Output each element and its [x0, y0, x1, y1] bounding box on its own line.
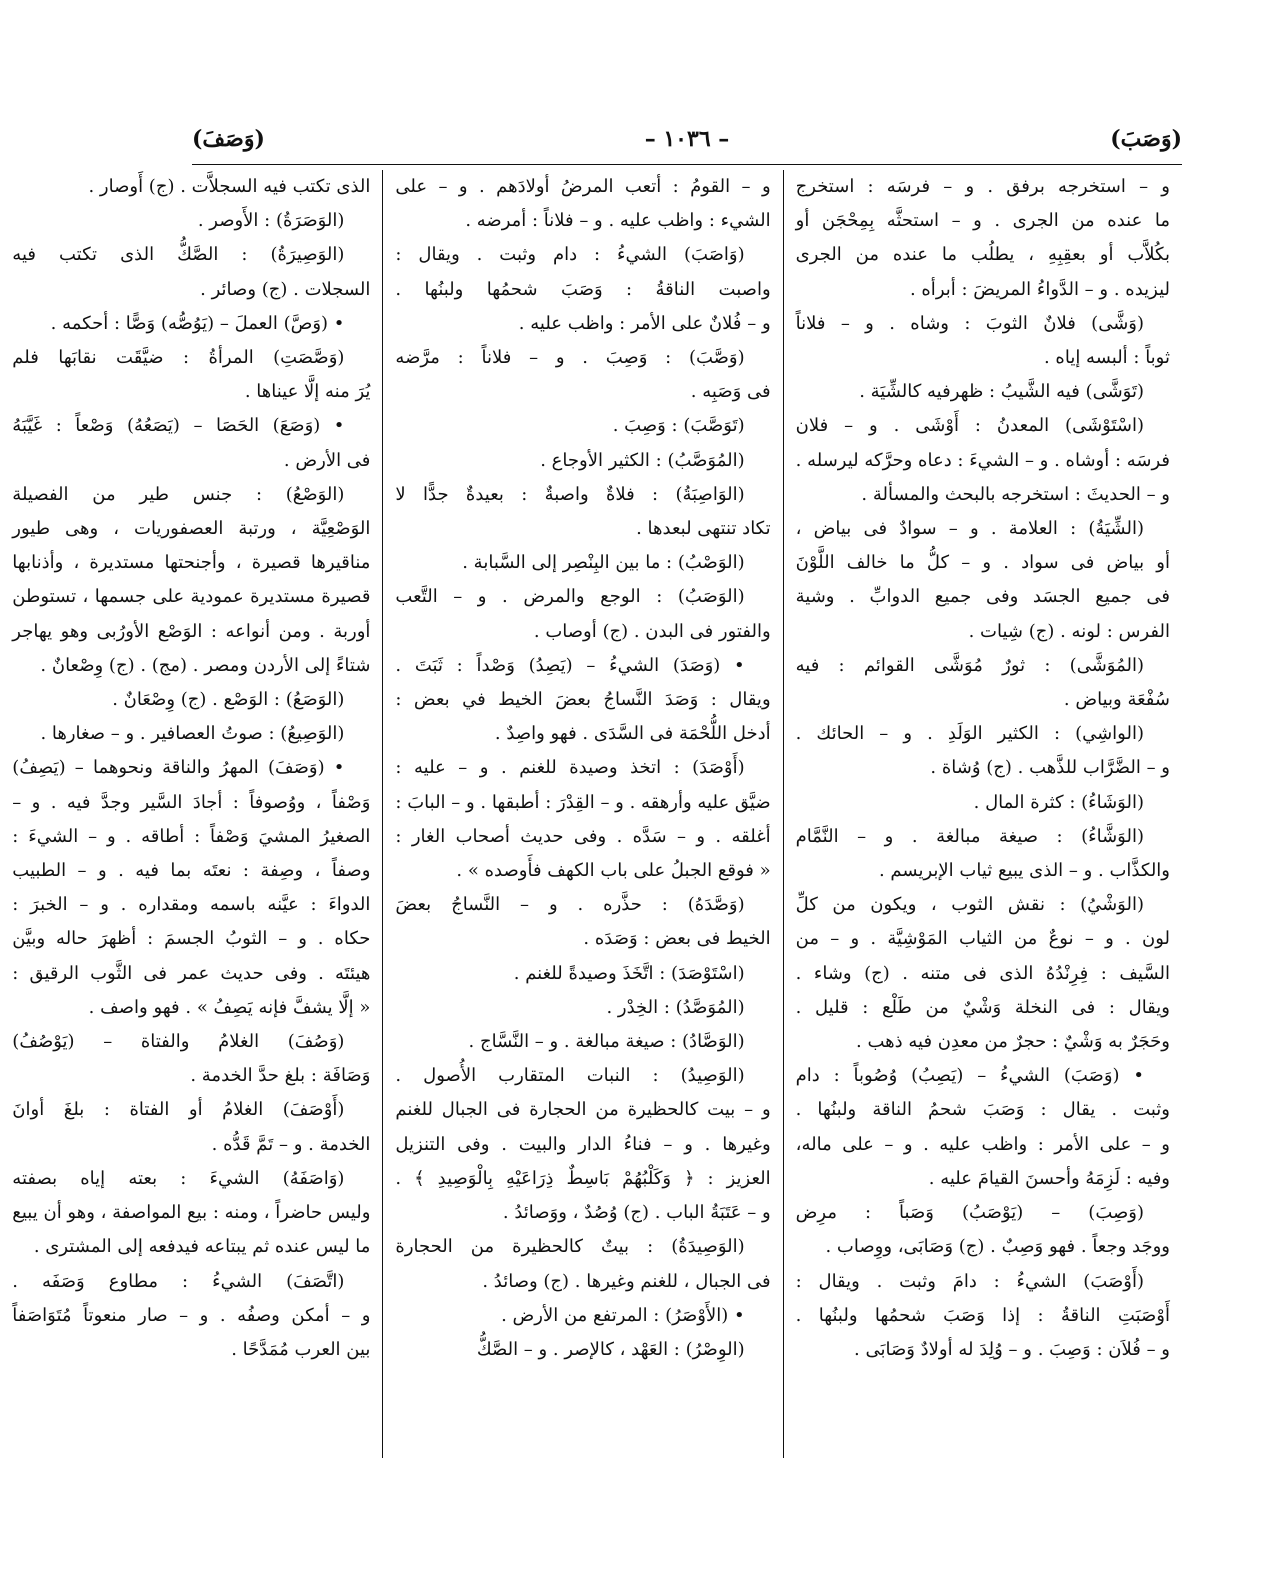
text-line: (وَاصَبَ) الشيءُ : دام وثبت . ويقال : — [395, 244, 745, 266]
text-line: واصبت الناقةُ : وَصَبَ شحمُها ولبنُها . — [395, 278, 771, 300]
text-line: (الوِصْرُ) : العَهْد ، كالإصر . و – الصَّكُّ — [476, 1338, 745, 1360]
text-line: و – الضَّرَّاب للذَّهب . (ج) وُشاة . — [930, 757, 1170, 779]
text-line: (تَوَشَّى) فيه الشَّيبُ : ظهرفيه كالشِّيَة . — [859, 381, 1144, 403]
text-line: أَوْصَبَتِ الناقةُ : إذا وَصَبَ شحمُها ولبنُها . — [795, 1304, 1170, 1326]
text-line: ثوباً : ألبسه إياه . — [1043, 347, 1170, 369]
text-line: أدخل اللُّحْمَة فى السَّدَى . فهو واصِدٌ . — [494, 723, 771, 745]
text-line: (الوَصَبُ) : الوجع والمرض . و – التَّعب — [395, 586, 745, 608]
text-line: أوربة . ومن أنواعه : الوَصْع الأورُبى وهو يهاجر — [12, 620, 371, 642]
text-line: (تَوَصَّبَ) : وَصِبَ . — [612, 415, 745, 437]
text-line: وَصْفاً ، ووُصوفاً : أجادَ السَّير وجدَّ فيه . و – — [12, 791, 371, 813]
text-line: الخيط فى بعض : وَصَدَه . — [583, 928, 771, 950]
text-line: (الوَشَّاءُ) : صيغة مبالغة . و – النَّمَّام — [795, 825, 1144, 847]
text-line: • (وَصَّ) العملَ – (يَوُصُّه) وَصًّا : أحكمه . — [50, 312, 345, 334]
text-line: ووجَد وجعاً . فهو وَصِبٌ . (ج) وَصَابَى، ووِصاب . — [825, 1236, 1170, 1258]
header-rule — [192, 164, 1182, 165]
text-line: و – فُلاَن : وَصِبَ . و – وُلِدَ له أولادٌ وَصَابَى . — [854, 1338, 1170, 1360]
text-line: الدواءَ : عيَّنه باسمه ومقداره . و – الخبرَ : — [12, 894, 371, 916]
text-line: (اسْتَوْشَى) المعدنُ : أَوْشَى . و – فلان — [795, 415, 1144, 437]
text-line: ما عنده من الجرى . و – استحثَّه بِمِحْجَن أو — [795, 210, 1170, 232]
dictionary-page — [12, 118, 1182, 1458]
text-line: (اتَّصَفَ) الشيءُ : مطاوع وَصَفَه . — [12, 1270, 345, 1292]
text-line: الخدمة . و – تَمَّ قَدُّه . — [211, 1133, 371, 1155]
text-line: وغيرها . و – فناءُ الدار والبيت . وفى التنزيل — [395, 1133, 771, 1155]
text-line: (الوَصَعُ) : الوَصْع . (ج) وِصْعَانٌ . — [112, 689, 345, 711]
text-line: (المُوَشَّى) : ثورٌ مُوَشَّى القوائم : فيه — [795, 654, 1144, 676]
text-line: والفتور فى البدن . (ج) أوصاب . — [533, 620, 771, 642]
column-middle — [383, 170, 783, 1458]
text-line: ما ليس عنده ثم يبتاعه فيدفعه إلى المشترى . — [33, 1236, 371, 1258]
text-line: • (وَصَعَ) الحَصَا – (يَصَعُهُ) وَصْعاً : غَيَّبَهُ — [12, 415, 345, 437]
text-line: (الوَصْعُ) : جنس طير من الفصيلة — [12, 483, 345, 505]
text-line: (الشِّيَةُ) : العلامة . و – سوادٌ فى بياض ، — [795, 518, 1144, 540]
text-line: والكذَّاب . و – الذى يبيع ثياب الإبريسم . — [878, 860, 1170, 882]
text-line: السجلات . (ج) وصائر . — [200, 278, 371, 300]
text-line: قصيرة مستديرة عمودية على جسمها ، تستوطن — [12, 586, 371, 608]
page-header — [192, 118, 1182, 164]
text-line: و – بيت كالحظيرة من الحجارة فى الجبال للغنم — [395, 1099, 771, 1121]
text-line: (الواشِي) : الكثير الوَلَدِ . و – الحائك . — [795, 723, 1144, 745]
text-line: (وَصَّصَتِ) المرأةُ : ضيَّقَت نقابَها فلم — [12, 347, 345, 369]
text-line: (الوَصَّادُ) : صيغة مبالغة . و – النَّسَّاج . — [468, 1031, 745, 1053]
text-line: السَّيف : فِرِنْدُهُ الذى فى متنه . (ج) وشاء . — [795, 962, 1170, 984]
text-line: • (وَصَبَ) الشيءُ – (يَصِبُ) وُصُوباً : دام — [795, 1065, 1144, 1087]
text-line: (الوَصِيدَةُ) : بيتٌ كالحظيرة من الحجارة — [395, 1236, 745, 1258]
text-line: الذى تكتب فيه السجلاَّت . (ج) أَوصار . — [88, 176, 371, 197]
text-line: (الوَصِيرَةُ) : الصَّكُّ الذى تكتب فيه — [12, 244, 345, 266]
text-line: الفرس : لونه . (ج) شِيات . — [968, 620, 1170, 642]
text-line: (الوَاصِبَةُ) : فلاةٌ واصبةٌ : بعيدةٌ جدًّا لا — [395, 483, 745, 505]
column-left — [0, 170, 383, 1458]
text-line: هيئتَه . وفى حديث عمر فى الثَّوب الرقيق : — [12, 962, 371, 984]
text-line: الصغيرُ المشيَ وَصْفاً : أطاقه . و – الشيءَ : — [12, 825, 371, 847]
text-line: (الوَصِيدُ) : النبات المتقارب الأُصول . — [395, 1065, 745, 1087]
text-line: لون . و – نوعٌ من الثياب المَوْشِيَّة . و – من — [795, 928, 1170, 950]
text-line: و – أمكن وصفُه . و – صار منعوتاً مُتَوَاصَفاً — [12, 1304, 371, 1326]
text-line: (المُوَصَّدُ) : الخِدْر . — [606, 996, 745, 1018]
text-line: وصفاً ، وصِفة : نعتَه بما فيه . و – الطبيب — [12, 860, 371, 882]
text-line: و – استخرجه برفق . و – فرسَه : استخرج — [795, 176, 1170, 197]
text-line: ضيَّق عليه وأرهقه . و – القِدْرَ : أطبقها . و – البابَ : — [395, 791, 771, 813]
text-line: شتاءً إلى الأردن ومصر . (مج) . (ج) وِصْعانٌ . — [40, 654, 371, 676]
text-line: وَصَافَة : بلغ حدَّ الخدمة . — [190, 1065, 371, 1087]
text-line: وليس حاضراً ، ومنه : بيع المواصفة ، وهو أن يبيع — [12, 1202, 371, 1224]
text-line: (وَصُفَ) الغلامُ والفتاة – (يَوْصُفُ) — [12, 1031, 345, 1053]
text-line: (أَوْصَبَ) الشيءُ : دامَ وثبت . ويقال : — [795, 1270, 1144, 1292]
text-line: • (وَصَفَ) المهرُ والناقة ونحوهما – (يَصِفُ) — [12, 757, 345, 779]
text-line: العزيز : ﴿ وَكَلْبُهُمْ بَاسِطٌ ذِرَاعَيْهِ بِالْوَصِيدِ ﴾ . — [395, 1167, 771, 1189]
text-line: وفيه : لَزِمَهُ وأحسنَ القيامَ عليه . — [928, 1167, 1170, 1189]
text-line: (الوَصَرَةُ) : الأَوصر . — [197, 210, 345, 232]
page-number: – ١٠٣٦ – — [644, 126, 730, 152]
text-line: (وَاصَفَهُ) الشيءَ : بعته إياه بصفته — [12, 1167, 345, 1189]
text-line: (وَصَّدَهُ) : حذَّره . و – النَّساجُ بعضَ — [395, 894, 745, 916]
text-line: حكاه . و – الثوبُ الجسمَ : أظهرَ حاله وبيَّن — [12, 928, 371, 950]
text-line: (اسْتَوْصَدَ) : اتَّخَذَ وصيدةً للغنم . — [513, 962, 745, 984]
text-line: بكُلاَّب أو بعقِبِهِ ، يطلُب ما عنده من الجرى — [795, 244, 1170, 266]
text-line: (الوَصْبُ) : ما بين البِنْصِر إلى السَّبابة . — [462, 552, 745, 574]
column-right — [784, 170, 1182, 1458]
text-line: تكاد تنتهى لبعدها . — [636, 518, 771, 540]
text-line: أو بياض فى سواد . و – كلُّ ما خالف اللَّوْنَ — [795, 552, 1170, 574]
text-line: وحَجَرٌ به وَشْيٌ : حجرٌ من معدِن فيه ذهب . — [856, 1031, 1170, 1053]
text-line: (وَصِبَ) – (يَوْصَبُ) وَصَباً : مرِض — [795, 1202, 1144, 1224]
text-line: « فوقع الجبلُ على باب الكهف فأَوصده » . — [456, 860, 771, 882]
text-line: مناقيرها قصيرة ، وأجنحتها مستديرة ، وأذنابها — [12, 552, 371, 574]
text-line: فرسَه : أوشاه . و – الشيءَ : دعاه وحرَّكه ليرسله . — [795, 449, 1170, 471]
text-line: • (وَصَدَ) الشيءُ – (يَصِدُ) وَصْداً : ثَبَتَ . — [395, 654, 745, 676]
text-line: ليزيده . و – الدَّواءُ المريضَ : أبرأه . — [909, 278, 1170, 300]
text-line: (وَشَّى) فلانٌ الثوبَ : وشاه . و – فلاناً — [795, 312, 1144, 334]
text-line: (المُوَصَّبُ) : الكثير الأوجاع . — [540, 449, 745, 471]
text-line: (أَوْصَفَ) الغلامُ أو الفتاة : بلغَ أوانَ — [12, 1099, 345, 1121]
text-line: وثبت . يقال : وَصَبَ شحمُ الناقة ولبنُها . — [795, 1099, 1170, 1121]
text-columns — [12, 170, 1182, 1458]
text-line: الوَصْعِيَّة ، ورتبة العصفوريات ، وهى طيور — [12, 518, 371, 540]
text-line: و – الحديثَ : استخرجه بالبحث والمسألة . — [861, 483, 1170, 505]
text-line: (وَصَّبَ) : وَصِبَ . و – فلاناً : مرَّضه — [395, 347, 745, 369]
text-line: « إلَّا يشفَّ فإنه يَصِفُ » . فهو واصف . — [88, 996, 371, 1018]
text-line: سُفْعَة وبياض . — [1063, 689, 1170, 711]
text-line: فى جميع الجسَد وفى جميع الدوابِّ . وشية — [795, 586, 1170, 608]
text-line: ويقال : فى النخلة وَشْيٌ من طَلْع : قليل . — [795, 996, 1170, 1018]
text-line: ويقال : وَصَدَ النَّساجُ بعضَ الخيط في بعض : — [395, 689, 771, 711]
text-line: فى الجبال ، للغنم وغيرها . (ج) وصائدُ . — [482, 1270, 771, 1292]
header-left-entry: (وَصَفَ) — [192, 126, 265, 152]
text-line: (الوَشْيُ) : نقش الثوب ، ويكون من كلِّ — [795, 894, 1144, 916]
text-line: بين العرب مُمَدَّحًا . — [231, 1338, 371, 1360]
header-right-entry: (وَصَبَ) — [1110, 126, 1182, 152]
text-line: (الوَصِيعُ) : صوتُ العصافير . و – صغارها . — [40, 723, 345, 745]
text-line: (أَوْصَدَ) : اتخذ وصيدة للغنم . و – عليه : — [395, 757, 745, 779]
text-line: فى وَصَبِه . — [690, 381, 771, 403]
text-line: و – على الأمر : واظب عليه . و – على ماله، — [795, 1133, 1170, 1155]
text-line: الشيء : واظب عليه . و – فلاناً : أمرضه . — [465, 210, 771, 232]
text-line: أغلقه . و – سَدَّه . وفى حديث أصحاب الغار : — [395, 825, 771, 847]
text-line: • (الأَوْصَرُ) : المرتفع من الأرض . — [501, 1304, 745, 1326]
text-line: و – القومُ : أتعب المرضُ أولادَهم . و – على — [395, 176, 771, 197]
text-line: يُرَ منه إلَّا عيناها . — [244, 381, 371, 403]
text-line: (الوَشَاءُ) : كثرة المال . — [973, 791, 1144, 813]
text-line: و – عَتَبَةُ الباب . (ج) وُصُدٌ ، ووَصائدُ . — [502, 1202, 771, 1224]
text-line: و – فُلانٌ على الأمر : واظب عليه . — [518, 312, 771, 334]
text-line: فى الأرض . — [283, 449, 371, 471]
